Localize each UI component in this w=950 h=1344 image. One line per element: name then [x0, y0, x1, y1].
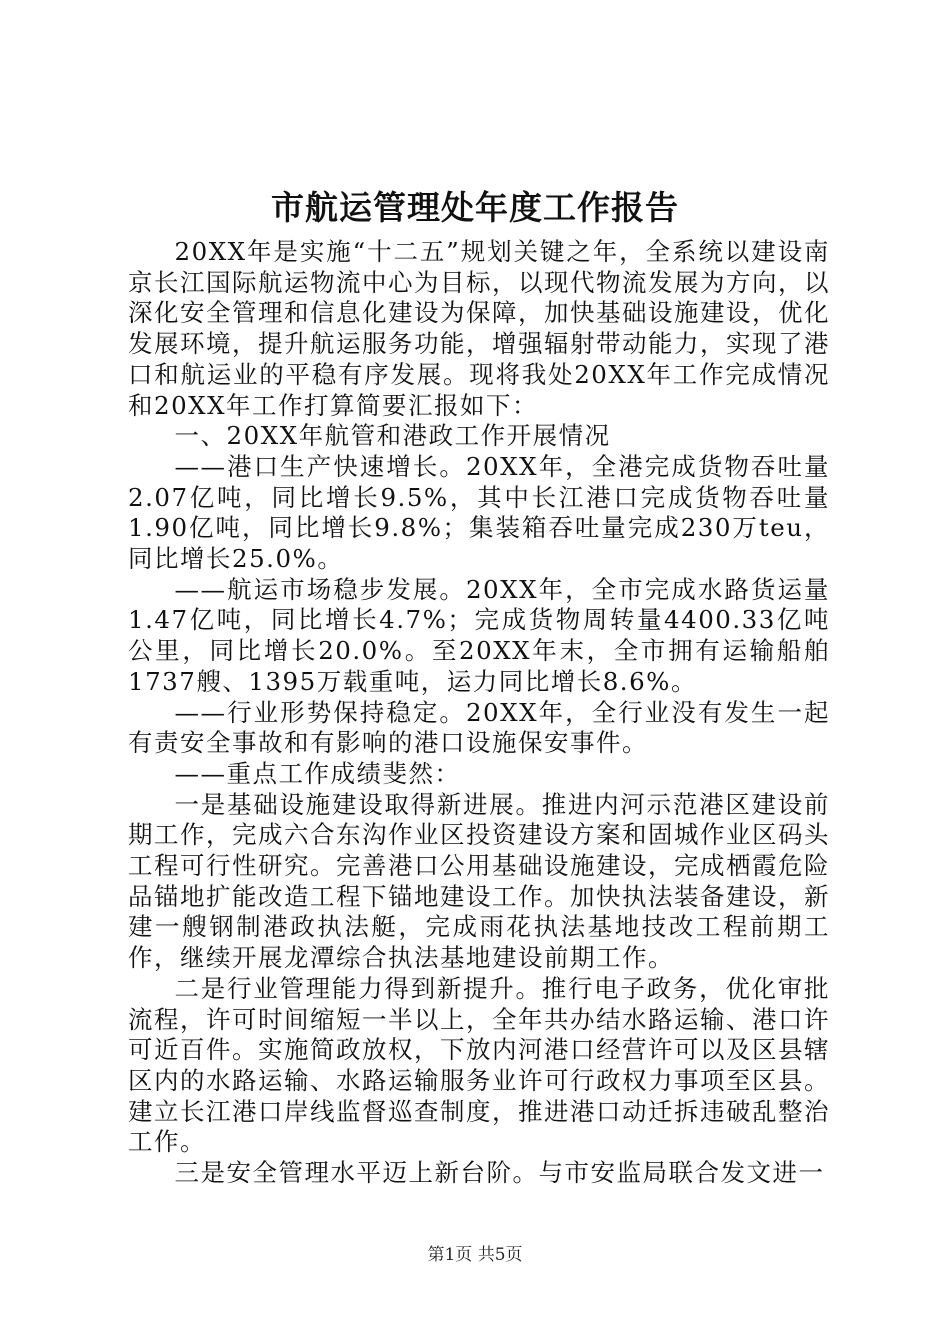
management-paragraph: 二是行业管理能力得到新提升。推行电子政务，优化审批流程，许可时间缩短一半以上，全年共办结水路运输、港口许可近百件。实施简政放权，下放内河港口经营许可以及区县辖区内的水路运输、水路运输服务业许可行政权力事项至区县。建立长江港口岸线监督巡查制度，推进港口动迁拆违破乱整治工作。 — [128, 973, 830, 1157]
industry-stability-paragraph: ——行业形势保持稳定。20XX年，全行业没有发生一起有责安全事故和有影响的港口设施保安事件。 — [128, 697, 830, 758]
key-work-heading: ——重点工作成绩斐然： — [174, 758, 461, 788]
safety-paragraph: 三是安全管理水平迈上新台阶。与市安监局联合发文进一 — [174, 1158, 825, 1188]
document-title: 市航运管理处年度工作报告 — [271, 188, 679, 227]
document-body — [128, 237, 830, 1189]
shipping-market-paragraph: ——航运市场稳步发展。20XX年，全市完成水路货运量1.47亿吨，同比增长4.7%；完成货物周转量4400.33亿吨公里，同比增长20.0%。至20XX年末，全市拥有运输船舶1737艘、1395万载重吨，运力同比增长8.6%。 — [128, 574, 830, 696]
port-production-paragraph: ——港口生产快速增长。20XX年，全港完成货物吞吐量2.07亿吨，同比增长9.5%，其中长江港口完成货物吞吐量1.90亿吨，同比增长9.8%；集装箱吞吐量完成230万teu，同比增长25.0%。 — [128, 451, 830, 574]
intro-paragraph: 20XX年是实施“十二五”规划关键之年，全系统以建设南京长江国际航运物流中心为目标，以现代物流发展为方向，以深化安全管理和信息化建设为保障，加快基础设施建设，优化发展环境，提升航运服务功能，增强辐射带动能力，实现了港口和航运业的平稳有序发展。现将我处20XX年工作完成情况和20XX年工作打算简要汇报如下： — [128, 237, 830, 420]
page-number-footer: 第1页 共5页 — [427, 1245, 523, 1265]
infrastructure-paragraph: 一是基础设施建设取得新进展。推进内河示范港区建设前期工作，完成六合东沟作业区投资建设方案和固城作业区码头工程可行性研究。完善港口公用基础设施建设，完成栖霞危险品锚地扩能改造工程下锚地建设工作。加快执法装备建设，新建一艘钢制港政执法艇，完成雨花执法基地技改工程前期工作，继续开展龙潭综合执法基地建设前期工作。 — [128, 789, 830, 973]
section-heading: 一、20XX年航管和港政工作开展情况 — [174, 421, 611, 451]
